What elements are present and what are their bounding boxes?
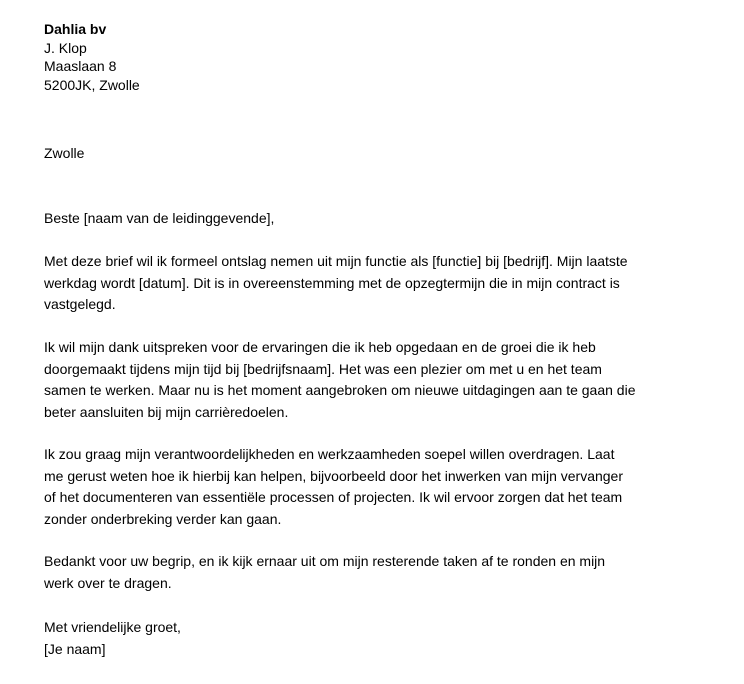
closing-greeting: Met vriendelijke groet, [44, 619, 181, 635]
sender-name: J. Klop [44, 39, 87, 56]
paragraph-gratitude [44, 337, 694, 423]
paragraph-resignation [44, 251, 694, 316]
paragraph-line: vastgelegd. [44, 296, 116, 312]
closing-block [44, 617, 181, 660]
salutation: Beste [naam van de leidinggevende], [44, 210, 275, 226]
paragraph-line: zonder onderbreking verder kan gaan. [44, 510, 282, 527]
paragraph-line: Ik zou graag mijn verantwoordelijkheden en werkzaamheden soepel willen overdragen. Laat [44, 446, 615, 462]
paragraph-line: doorgemaakt tijdens mijn tijd bij [bedrijfsnaam]. Het was een plezier om met u en het team [44, 360, 602, 377]
paragraph-line: werk over te dragen. [44, 574, 172, 591]
sender-street: Maaslaan 8 [44, 58, 117, 74]
sender-postal-city: 5200JK, Zwolle [44, 76, 140, 93]
paragraph-line: Met deze brief wil ik formeel ontslag nemen uit mijn functie als [functie] bij [bedrijf]. Mijn laatste [44, 253, 628, 269]
paragraph-line: beter aansluiten bij mijn carrièredoelen. [44, 403, 289, 420]
paragraph-line: Ik wil mijn dank uitspreken voor de ervaringen die ik heb opgedaan en de groei die ik heb [44, 339, 596, 355]
paragraph-handover [44, 444, 694, 530]
paragraph-line: me gerust weten hoe ik hierbij kan helpen, bijvoorbeeld door het inwerken van mijn vervanger [44, 467, 623, 484]
signature-name: [Je naam] [44, 640, 106, 657]
paragraph-line: Bedankt voor uw begrip, en ik kijk ernaar uit om mijn resterende taken af te ronden en mijn [44, 553, 606, 569]
sender-company: Dahlia bv [44, 21, 107, 37]
letter-place: Zwolle [44, 145, 85, 161]
paragraph-thanks [44, 551, 694, 594]
sender-address-block [44, 20, 694, 94]
paragraph-line: samen te werken. Maar nu is het moment aangebroken om nieuwe uitdagingen aan te gaan die [44, 382, 636, 398]
letter [44, 20, 694, 657]
paragraph-line: werkdag wordt [datum]. Dit is in overeenstemming met de opzegtermijn die in mijn contract is [44, 274, 620, 291]
paragraph-line: of het documenteren van essentiële processen of projecten. Ik wil ervoor zorgen dat het team [44, 489, 623, 505]
